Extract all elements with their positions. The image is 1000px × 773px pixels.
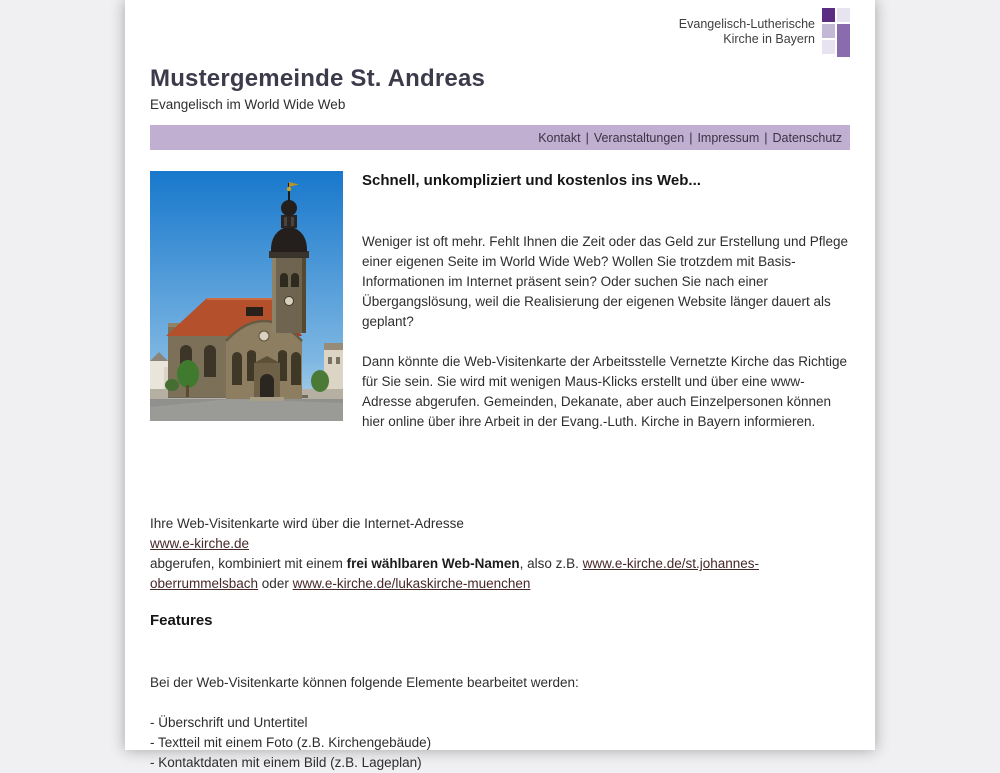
elkb-logo-icon: [822, 8, 850, 58]
intro-paragraph-1: Weniger ist oft mehr. Fehlt Ihnen die Zeit oder das Geld zur Erstellung und Pflege einer eigenen Seite im World Wide Web? Wollen Sie trotzdem mit Basis-Informationen im Internet präsent sein? Oder suchen Sie nach einer Übergangslösung, weil die Realisierung der eigenen Website länger dauert als geplant?: [362, 234, 849, 329]
page-subtitle: Evangelisch im World Wide Web: [150, 97, 346, 112]
logo-line1: Evangelisch-Lutherische: [678, 17, 815, 31]
address-segment: abgerufen, kombiniert mit einem: [150, 556, 347, 571]
link-e-kirche[interactable]: www.e-kirche.de: [150, 536, 250, 551]
address-intro: Ihre Web-Visitenkarte wird über die Internet-Adresse: [150, 516, 464, 531]
link-example-lukaskirche[interactable]: www.e-kirche.de/lukaskirche-muenchen: [292, 576, 531, 591]
page-title: Mustergemeinde St. Andreas: [150, 65, 486, 92]
intro-paragraph-2: Dann könnte die Web-Visitenkarte der Arbeitsstelle Vernetzte Kirche das Richtige für Sie sein. Sie wird mit wenigen Maus-Klicks erstellt und über eine www-Adresse abgerufen. Gemeinden, Dekanate, aber auch Einzelpersonen können hier online über ihre Arbeit in der Evang.-Luth. Kirche in Bayern informieren.: [362, 354, 848, 429]
link-example-st-johannes[interactable]: www.e-kirche.de/st.johannes-oberrummelsbach: [150, 556, 760, 591]
feature-list: [150, 713, 850, 773]
church-photo: [150, 171, 343, 421]
nav-bar: [150, 125, 850, 150]
nav-separator: |: [585, 130, 589, 145]
intro-column: [362, 171, 850, 452]
nav-link-impressum[interactable]: Impressum: [697, 130, 760, 145]
nav-link-datenschutz[interactable]: Datenschutz: [772, 130, 842, 145]
address-bold: frei wählbaren Web-Namen: [346, 556, 520, 571]
logo-line2: Kirche in Bayern: [723, 32, 815, 46]
logo-wordmark: [679, 17, 815, 47]
nav-separator: |: [764, 130, 768, 145]
main-content: [150, 171, 850, 452]
nav-link-veranstaltungen[interactable]: Veranstaltungen: [593, 130, 685, 145]
address-segment: , also z.B.: [519, 556, 583, 571]
nav-separator: |: [689, 130, 693, 145]
nav-link-kontakt[interactable]: Kontakt: [538, 130, 581, 145]
features-intro: Bei der Web-Visitenkarte können folgende Elemente bearbeitet werden:: [150, 675, 579, 690]
address-detail: [150, 554, 830, 594]
intro-heading: Schnell, unkompliziert und kostenlos ins Web...: [362, 172, 701, 189]
address-block: [150, 514, 830, 594]
feature-item: - Kontaktdaten mit einem Bild (z.B. Lageplan): [150, 755, 422, 770]
feature-item: - Überschrift und Untertitel: [150, 715, 308, 730]
address-segment: oder: [258, 576, 293, 591]
features-heading: Features: [150, 612, 213, 629]
header-logo-row: [150, 0, 850, 60]
feature-item: - Textteil mit einem Foto (z.B. Kirchengebäude): [150, 735, 432, 750]
content-sheet: [125, 0, 875, 770]
